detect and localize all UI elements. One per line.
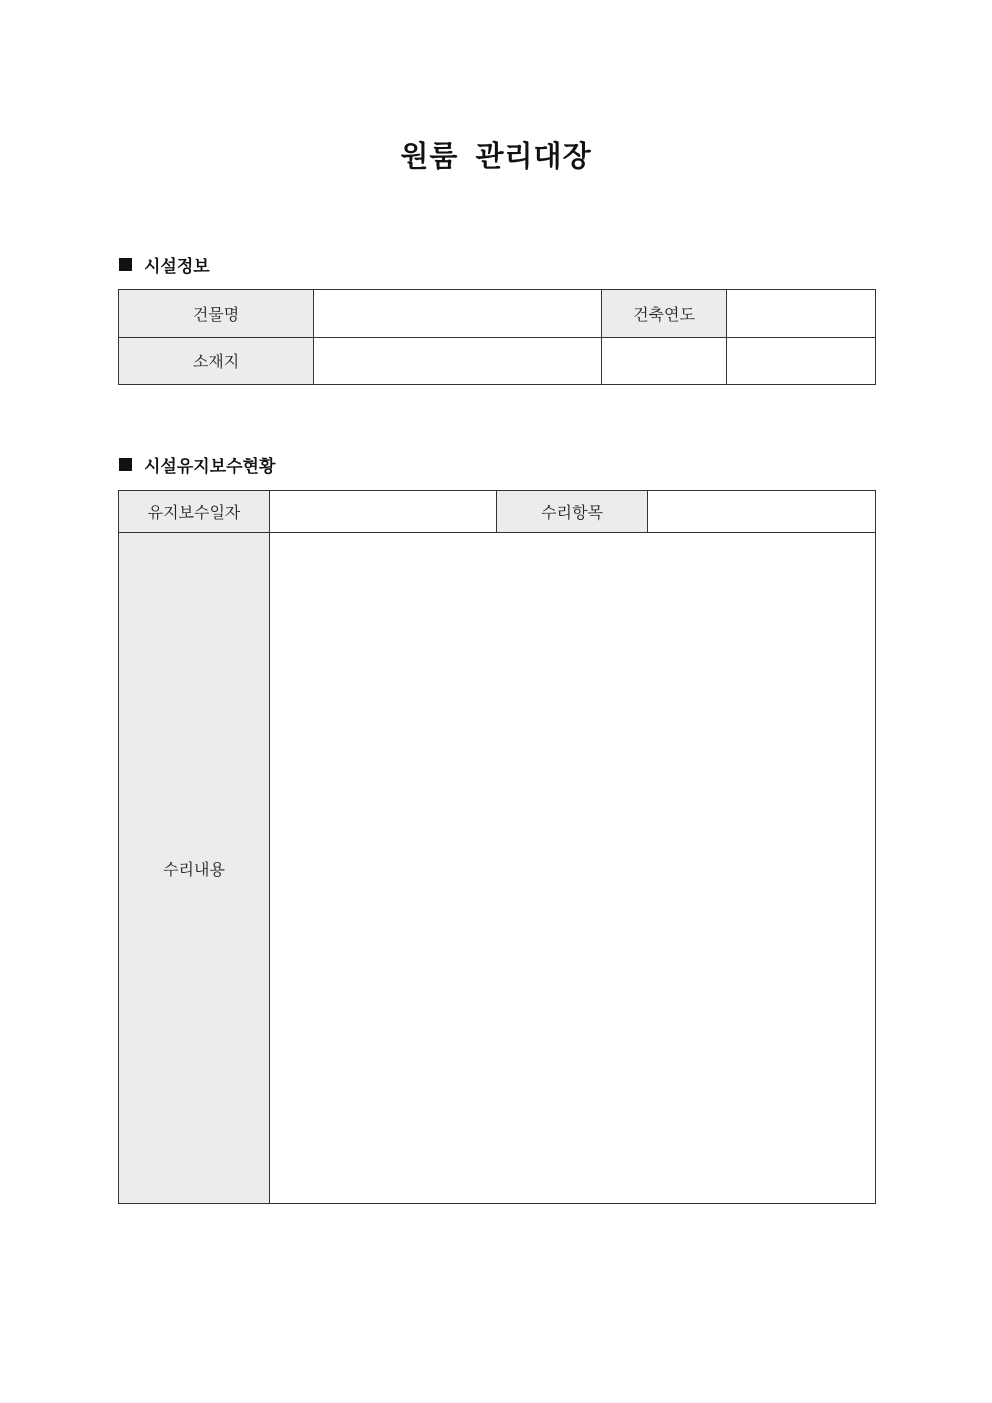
- square-bullet-icon: [119, 458, 132, 471]
- square-bullet-icon: [119, 258, 132, 271]
- repair-details-label: 수리내용: [119, 533, 270, 1204]
- document-title: 원룸 관리대장: [400, 139, 592, 173]
- maintenance-date-label: 유지보수일자: [119, 491, 270, 533]
- table-row: [119, 533, 876, 1204]
- repair-details-field[interactable]: [270, 533, 876, 1204]
- year-built-label: 건축연도: [602, 290, 727, 338]
- empty-cell[interactable]: [602, 337, 727, 385]
- building-name-field[interactable]: [314, 290, 602, 338]
- location-field[interactable]: [314, 337, 602, 385]
- section-heading-facility-info: [119, 252, 210, 276]
- maintenance-table: [118, 490, 876, 1204]
- section-heading-label: 시설유지보수현황: [144, 456, 276, 477]
- empty-cell[interactable]: [727, 337, 876, 385]
- section-heading-label: 시설정보: [144, 256, 210, 277]
- maintenance-date-field[interactable]: [270, 491, 497, 533]
- year-built-field[interactable]: [727, 290, 876, 338]
- building-name-label: 건물명: [119, 290, 314, 338]
- section-heading-maintenance: [119, 452, 275, 476]
- repair-item-label: 수리항목: [497, 491, 648, 533]
- table-row: [119, 290, 876, 338]
- location-label: 소재지: [119, 337, 314, 385]
- facility-info-table: [118, 289, 876, 385]
- table-row: [119, 491, 876, 533]
- repair-item-field[interactable]: [648, 491, 876, 533]
- table-row: [119, 337, 876, 385]
